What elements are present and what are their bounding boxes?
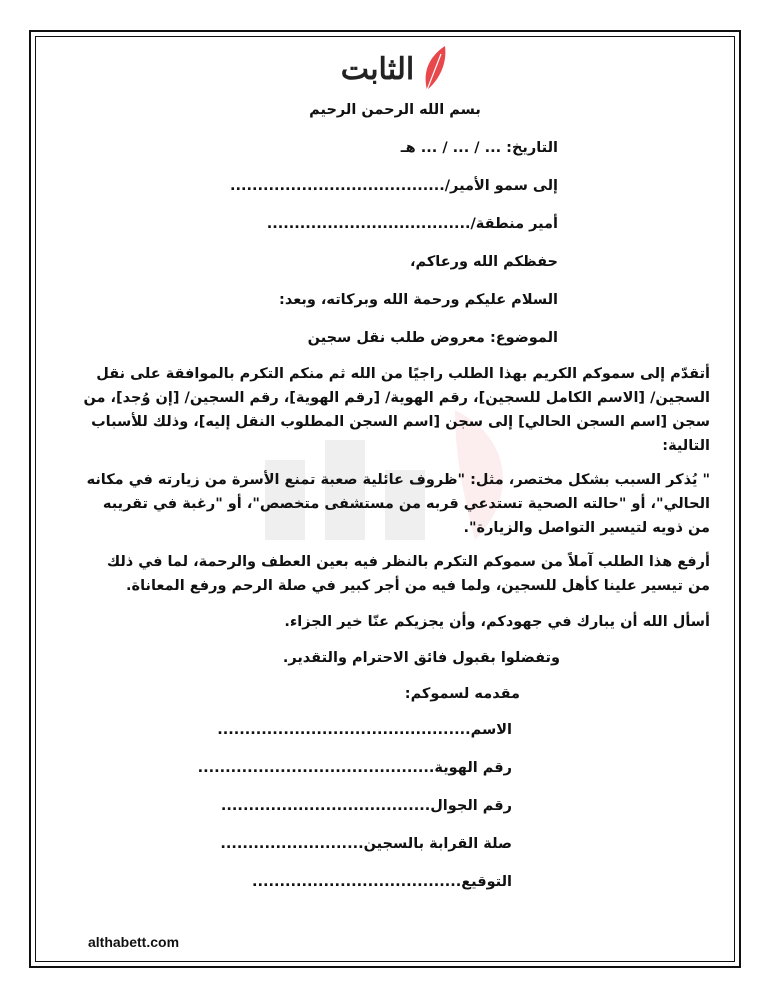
paragraph-appeal: أرفع هذا الطلب آملاً من سموكم التكرم بالنظر فيه بعين العطف والرحمة، لما في ذلك من تيسير علينا كأهل للسجين، ولما فيه من أجر كبير في صلة الرحم ورفع المعاناة. <box>106 554 710 594</box>
footer-website[interactable]: althabett.com <box>88 934 180 950</box>
subject-line: الموضوع: معروض طلب نقل سجين <box>307 330 558 346</box>
submitted-by: مقدمه لسموكم: <box>404 686 520 702</box>
greeting-prayer: حفظكم الله ورعاكم، <box>409 254 558 270</box>
feather-icon <box>415 44 451 92</box>
date-line: التاريخ: ... / ... / ... هـ <box>400 140 558 156</box>
paragraph-request: أتقدّم إلى سموكم الكريم بهذا الطلب راجيًا من الله ثم منكم التكرم بالموافقة على نقل السجين/ [الاسم الكامل للسجين]، رقم الهوية/ [رقم الهوية]، رقم السجين/ [إن وُجد]، من سجن [اسم السجن الحالي] إلى سجن [اسم السجن المطلوب النقل إليه]، وذلك للأسباب التالية: <box>83 366 710 454</box>
letter-body <box>80 92 710 894</box>
field-relationship: صلة القرابة بالسجين.......................... <box>220 836 512 852</box>
recipient-line-2: أمير منطقة/..................................... <box>266 216 558 232</box>
field-id-number: رقم الهوية........................................... <box>197 760 512 776</box>
salutation: السلام عليكم ورحمة الله وبركاته، وبعد: <box>279 292 558 308</box>
closing-line: وتفضلوا بقبول فائق الاحترام والتقدير. <box>282 650 560 666</box>
field-mobile: رقم الجوال...................................... <box>220 798 512 814</box>
logo-text: الثابت <box>340 52 415 87</box>
field-signature: التوقيع...................................... <box>251 874 512 890</box>
paragraph-reasons: " يُذكر السبب بشكل مختصر، مثل: "ظروف عائلية صعبة تمنع الأسرة من زيارته في مكانه الحالي"، أو "حالته الصحية تستدعي قربه من مستشفى متخصص"، أو "رغبة في تقريبه من ذويه لتيسير التواصل والزيارة". <box>86 472 710 536</box>
recipient-line-1: إلى سمو الأمير/....................................... <box>229 178 558 194</box>
basmala: بسم الله الرحمن الرحيم <box>309 102 481 118</box>
field-name: الاسم.............................................. <box>217 722 512 738</box>
prayer-line: أسأل الله أن يبارك في جهودكم، وأن يجزيكم عنّا خير الجزاء. <box>284 614 710 630</box>
site-logo <box>325 44 455 94</box>
